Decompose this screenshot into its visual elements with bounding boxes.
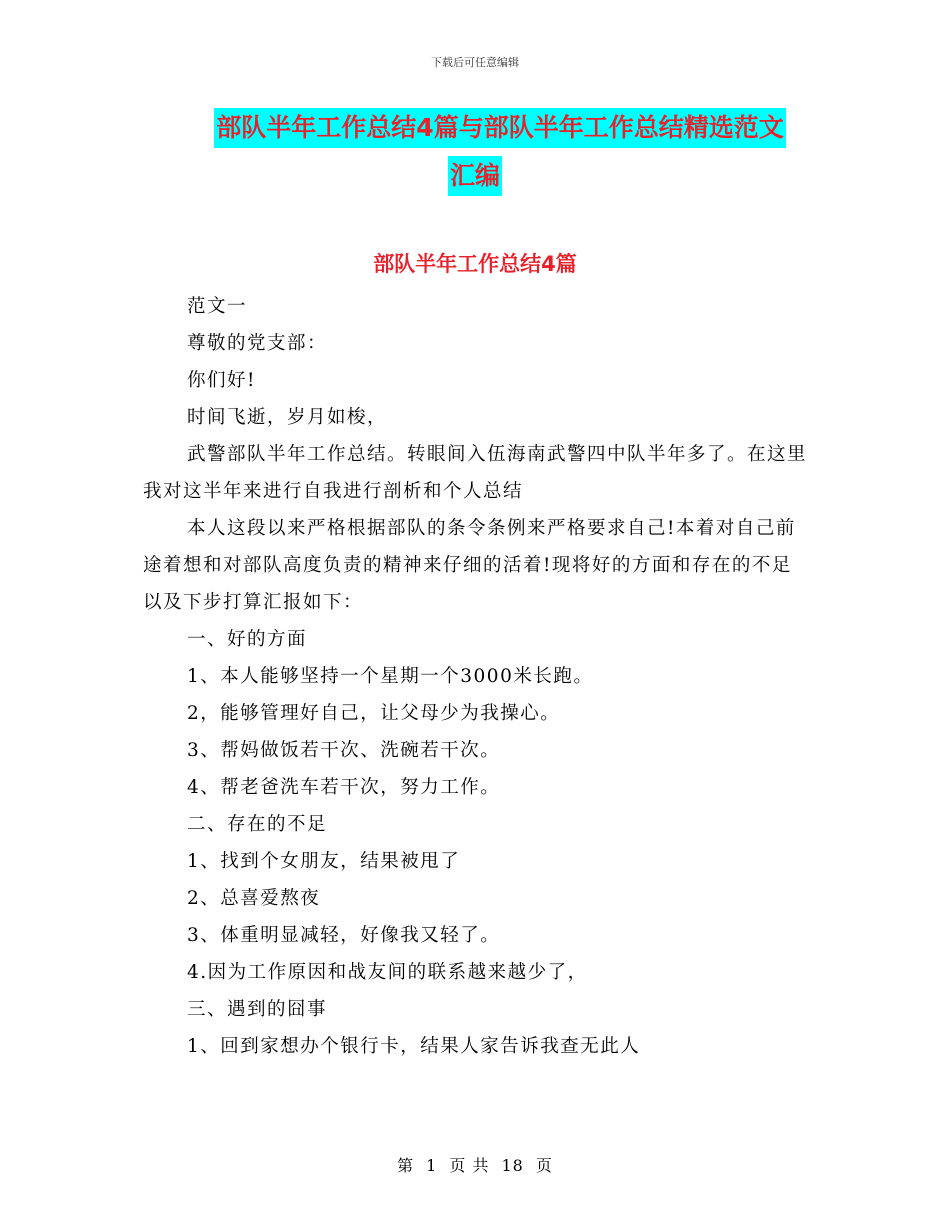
page-footer <box>0 1153 950 1176</box>
paragraph: 你们好! <box>187 370 256 391</box>
footer-prefix: 第 <box>397 1156 415 1175</box>
paragraph: 3、体重明显减轻，好像我又轻了。 <box>187 925 501 946</box>
section-subtitle: 部队半年工作总结4篇 <box>373 252 577 276</box>
paragraph: 4.因为工作原因和战友间的联系越来越少了， <box>187 962 588 983</box>
paragraph: 三、遇到的囧事 <box>187 999 328 1020</box>
footer-suffix: 页 <box>535 1156 553 1175</box>
body-text <box>143 288 808 1065</box>
paragraph: 3、帮妈做饭若干次、洗碗若干次。 <box>187 740 501 761</box>
paragraph: 1、本人能够坚持一个星期一个3000米长跑。 <box>187 666 594 687</box>
paragraph: 尊敬的党支部： <box>187 333 328 354</box>
paragraph: 一、好的方面 <box>187 629 308 650</box>
paragraph: 1、回到家想办个银行卡，结果人家告诉我查无此人 <box>187 1036 641 1057</box>
page-total: 18 <box>501 1156 524 1175</box>
paragraph: 2，能够管理好自己，让父母少为我操心。 <box>187 703 561 724</box>
title-line-1: 部队半年工作总结4篇与部队半年工作总结精选范文 <box>214 108 785 148</box>
paragraph: 武警部队半年工作总结。转眼间入伍海南武警四中队半年多了。在这里我对这半年来进行自我进行剖析和个人总结 <box>143 444 808 502</box>
document-title <box>0 108 950 204</box>
paragraph: 范文一 <box>187 296 248 317</box>
footer-middle: 页 共 <box>449 1156 490 1175</box>
paragraph: 时间飞逝，岁月如梭， <box>187 407 388 428</box>
title-line-2: 汇编 <box>448 156 502 196</box>
paragraph: 2、总喜爱熬夜 <box>187 888 321 909</box>
paragraph: 1、找到个女朋友，结果被甩了 <box>187 851 461 872</box>
paragraph: 本人这段以来严格根据部队的条令条例来严格要求自己!本着对自己前途着想和对部队高度负责的精神来仔细的活着!现将好的方面和存在的不足以及下步打算汇报如下： <box>143 518 796 613</box>
page-number: 1 <box>426 1156 438 1175</box>
paragraph: 二、存在的不足 <box>187 814 328 835</box>
paragraph: 4、帮老爸洗车若干次，努力工作。 <box>187 777 501 798</box>
header-note: 下载后可任意编辑 <box>431 56 519 69</box>
